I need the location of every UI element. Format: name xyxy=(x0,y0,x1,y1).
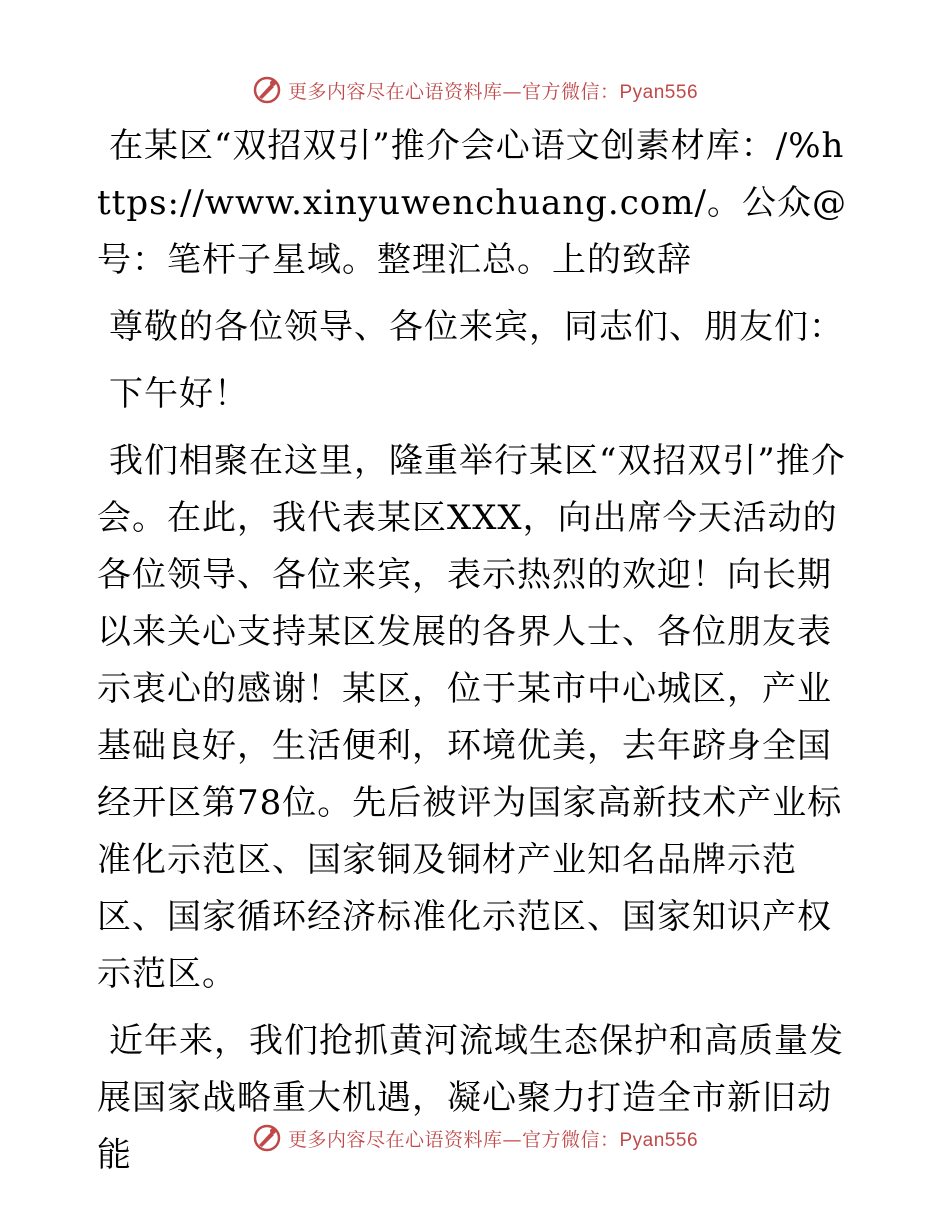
header-banner-label: 更多内容尽在心语资料库—官方微信： xyxy=(287,80,620,103)
greeting: 下午好！ xyxy=(109,374,249,414)
body-paragraph-intro: 我们相聚在这里，隆重举行某区“双招双引”推介会。在此，我代表某区XXX，向出席今天活动的各位领导、各位来宾，表示热烈的欢迎！向长期以来关心支持某区发展的各界人士、各位朋友表示衷心的感谢！某区，位于某市中心城区，产业基础良好，生活便利，环境优美，去年跻身全国经开区第78位。先后被评为国家高新技术产业标准化示范区、国家铜及铜材产业知名品牌示范区、国家循环经济标准化示范区、国家知识产权示范区。 xyxy=(97,441,846,994)
salutation: 尊敬的各位领导、各位来宾，同志们、朋友们： xyxy=(109,307,844,347)
document-body xyxy=(97,118,857,1194)
pen-circle-logo-icon xyxy=(252,1123,282,1153)
footer-banner-text xyxy=(288,1125,698,1152)
header-banner-brand: Pyan556 xyxy=(619,81,699,103)
footer-banner-brand: Pyan556 xyxy=(619,1129,699,1151)
footer-banner-label: 更多内容尽在心语资料库—官方微信： xyxy=(287,1128,620,1151)
document-title: 在某区“双招双引”推介会心语文创素材库：/%https://www.xinyuwenchuang.com/。公众@号：笔杆子星域。整理汇总。上的致辞 xyxy=(97,126,847,280)
body-paragraph-recent: 近年来，我们抢抓黄河流域生态保护和高质量发展国家战略重大机遇，凝心聚力打造全市新旧动能 xyxy=(97,1021,844,1175)
header-watermark-banner xyxy=(0,70,950,110)
header-banner-text xyxy=(288,77,698,104)
footer-watermark-banner xyxy=(0,1118,950,1158)
pen-circle-logo-icon xyxy=(252,75,282,105)
